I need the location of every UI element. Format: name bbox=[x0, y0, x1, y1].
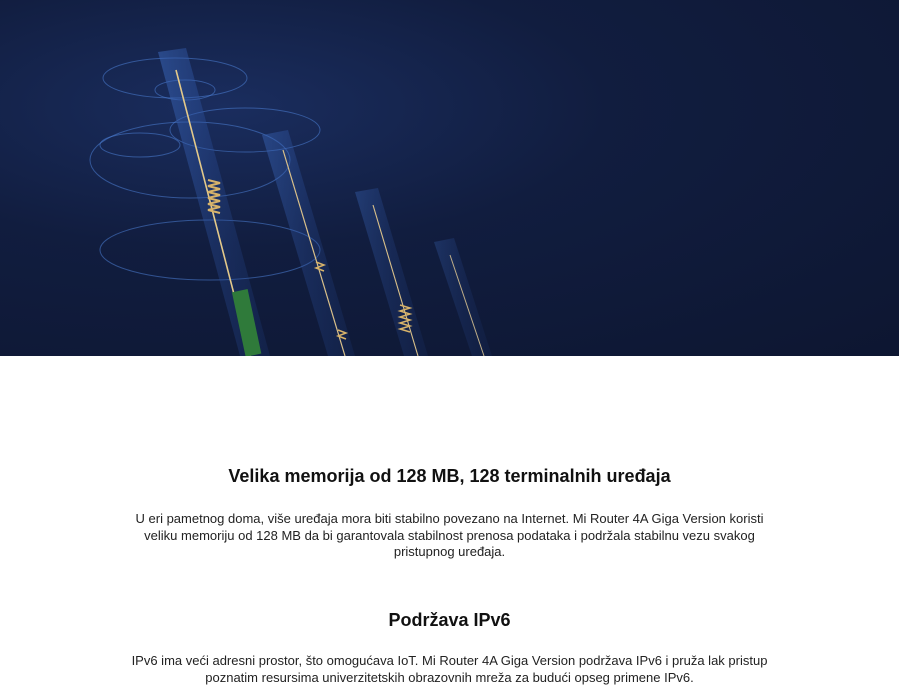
antenna-2 bbox=[262, 130, 355, 356]
antenna-4 bbox=[434, 238, 492, 356]
section-body: U eri pametnog doma, više uređaja mora biti stabilno povezano na Internet. Mi Router 4A Giga Version koristi veliku memoriju od 128 MB da bi garantovala stabilnost prenosa podataka i podržala stabilnu vezu svakog pristupnog uređaja. bbox=[135, 511, 764, 559]
antenna-1 bbox=[158, 48, 270, 356]
antenna-3 bbox=[355, 188, 428, 356]
section-title: Podržava IPv6 bbox=[388, 610, 511, 630]
ipv6-section bbox=[0, 610, 899, 686]
section-body: IPv6 ima veći adresni prostor, što omogućava IoT. Mi Router 4A Giga Version podržava IPv6 i pruža lak pristup poznatim resursima univerzitetskih obrazovnih mreža za budući opseg primene IPv6. bbox=[131, 653, 768, 685]
section-title: Velika memorija od 128 MB, 128 terminalnih uređaja bbox=[228, 466, 671, 486]
memory-section bbox=[0, 466, 899, 561]
